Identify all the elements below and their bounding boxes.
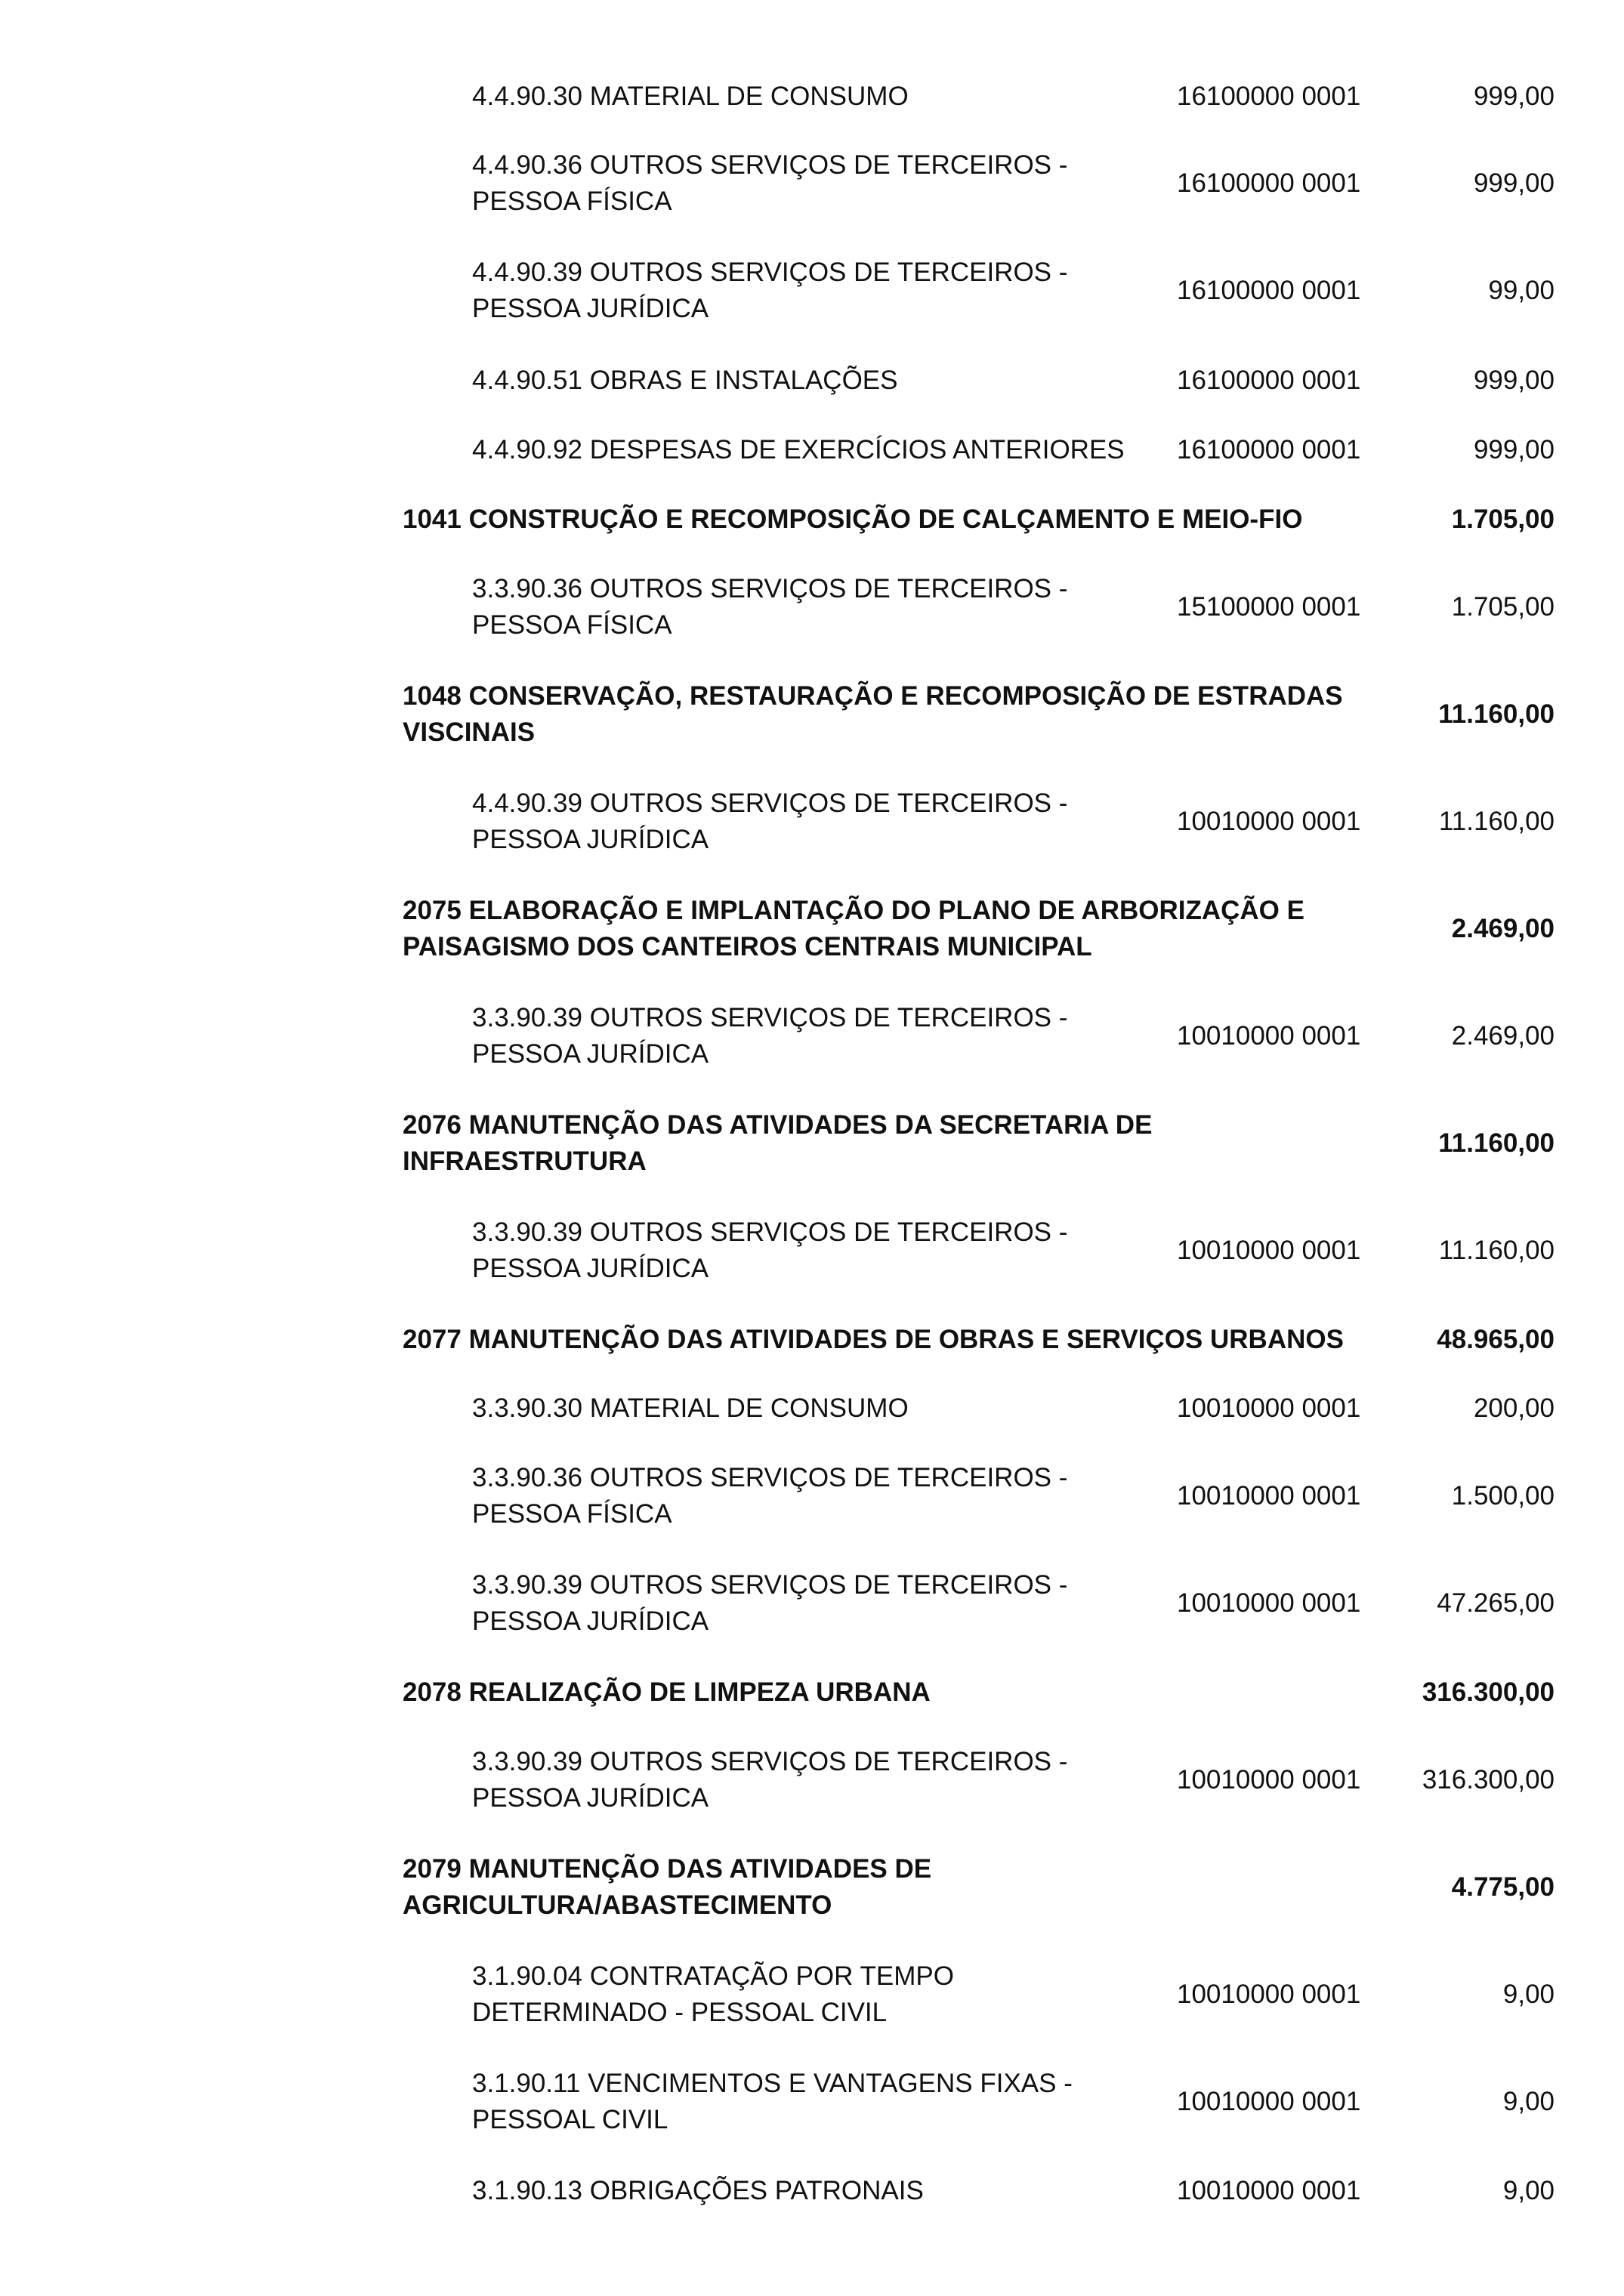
- expense-value: 99,00: [1488, 276, 1555, 305]
- expense-item-row: [0, 363, 1624, 399]
- expense-item-row: [0, 2066, 1624, 2138]
- action-total-value: 2.469,00: [1451, 914, 1555, 943]
- expense-description: 4.4.90.36 OUTROS SERVIÇOS DE TERCEIROS - PESSOA FÍSICA: [472, 150, 1068, 216]
- expense-value: 9,00: [1502, 1980, 1555, 2009]
- resource-code: 10010000 0001: [1177, 1765, 1361, 1795]
- expense-description: 3.3.90.39 OUTROS SERVIÇOS DE TERCEIROS - PESSOA JURÍDICA: [472, 1570, 1068, 1636]
- expense-description: 3.1.90.11 VENCIMENTOS E VANTAGENS FIXAS - PESSOAL CIVIL: [472, 2069, 1073, 2134]
- resource-code: 16100000 0001: [1177, 435, 1361, 464]
- resource-code: 10010000 0001: [1177, 2176, 1361, 2205]
- expense-item-row: [0, 147, 1624, 220]
- expense-item-row: [0, 1214, 1624, 1287]
- expense-description: 3.3.90.39 OUTROS SERVIÇOS DE TERCEIROS - PESSOA JURÍDICA: [472, 1747, 1068, 1813]
- action-title: 2077 MANUTENÇÃO DAS ATIVIDADES DE OBRAS E SERVIÇOS URBANOS: [403, 1325, 1344, 1354]
- expense-description: 4.4.90.51 OBRAS E INSTALAÇÕES: [472, 366, 898, 395]
- action-title: 2079 MANUTENÇÃO DAS ATIVIDADES DE AGRICULTURA/ABASTECIMENTO: [403, 1854, 932, 1920]
- expense-item-row: [0, 1460, 1624, 1532]
- expense-value: 11.160,00: [1438, 1236, 1555, 1265]
- resource-code: 10010000 0001: [1177, 807, 1361, 836]
- action-title: 2078 REALIZAÇÃO DE LIMPEZA URBANA: [403, 1677, 931, 1707]
- expense-item-row: [0, 1567, 1624, 1640]
- expense-description: 3.1.90.04 CONTRATAÇÃO POR TEMPO DETERMINADO - PESSOAL CIVIL: [472, 1961, 954, 2027]
- expense-value: 9,00: [1502, 2087, 1555, 2116]
- resource-code: 10010000 0001: [1177, 1588, 1361, 1618]
- action-total-value: 11.160,00: [1438, 699, 1555, 729]
- action-title: 2075 ELABORAÇÃO E IMPLANTAÇÃO DO PLANO DE ARBORIZAÇÃO E PAISAGISMO DOS CANTEIROS CENTRAIS MUNICIPAL: [403, 896, 1304, 961]
- resource-code: 16100000 0001: [1177, 276, 1361, 305]
- action-total-value: 4.775,00: [1451, 1872, 1555, 1902]
- action-group-row: [0, 1851, 1624, 1924]
- resource-code: 10010000 0001: [1177, 1236, 1361, 1265]
- expense-item-row: [0, 1958, 1624, 2031]
- action-group-row: [0, 893, 1624, 965]
- action-group-row: [0, 1107, 1624, 1180]
- expense-value: 999,00: [1473, 82, 1555, 111]
- resource-code: 10010000 0001: [1177, 1021, 1361, 1051]
- action-total-value: 316.300,00: [1422, 1677, 1555, 1707]
- resource-code: 10010000 0001: [1177, 1980, 1361, 2009]
- expense-description: 4.4.90.92 DESPESAS DE EXERCÍCIOS ANTERIORES: [472, 435, 1125, 464]
- expense-description: 3.3.90.39 OUTROS SERVIÇOS DE TERCEIROS - PESSOA JURÍDICA: [472, 1217, 1068, 1283]
- expense-item-row: [0, 785, 1624, 858]
- action-group-row: [0, 1322, 1624, 1358]
- expense-item-row: [0, 571, 1624, 643]
- expense-value: 316.300,00: [1422, 1765, 1555, 1795]
- expense-description: 4.4.90.39 OUTROS SERVIÇOS DE TERCEIROS - PESSOA JURÍDICA: [472, 258, 1068, 323]
- resource-code: 16100000 0001: [1177, 366, 1361, 395]
- action-group-row: [0, 1674, 1624, 1711]
- resource-code: 10010000 0001: [1177, 2087, 1361, 2116]
- expense-value: 2.469,00: [1451, 1021, 1555, 1051]
- action-title: 2076 MANUTENÇÃO DAS ATIVIDADES DA SECRETARIA DE INFRAESTRUTURA: [403, 1110, 1153, 1176]
- action-total-value: 48.965,00: [1437, 1325, 1555, 1354]
- expense-description: 3.3.90.30 MATERIAL DE CONSUMO: [472, 1393, 909, 1423]
- expense-value: 11.160,00: [1438, 807, 1555, 836]
- expense-value: 1.500,00: [1451, 1481, 1555, 1511]
- action-total-value: 1.705,00: [1451, 505, 1555, 534]
- resource-code: 16100000 0001: [1177, 82, 1361, 111]
- expense-item-row: [0, 432, 1624, 468]
- expense-item-row: [0, 79, 1624, 115]
- expense-value: 999,00: [1473, 435, 1555, 464]
- expense-value: 9,00: [1502, 2176, 1555, 2205]
- resource-code: 16100000 0001: [1177, 168, 1361, 198]
- expense-description: 4.4.90.30 MATERIAL DE CONSUMO: [472, 82, 909, 111]
- action-title: 1041 CONSTRUÇÃO E RECOMPOSIÇÃO DE CALÇAMENTO E MEIO-FIO: [403, 505, 1303, 534]
- expense-value: 47.265,00: [1437, 1588, 1555, 1618]
- expense-item-row: [0, 255, 1624, 327]
- action-group-row: [0, 678, 1624, 751]
- expense-item-row: [0, 1744, 1624, 1816]
- expense-value: 1.705,00: [1451, 592, 1555, 622]
- expense-item-row: [0, 2173, 1624, 2209]
- resource-code: 10010000 0001: [1177, 1393, 1361, 1423]
- expense-item-row: [0, 1000, 1624, 1072]
- action-total-value: 11.160,00: [1438, 1128, 1555, 1158]
- action-group-row: [0, 501, 1624, 538]
- expense-description: 3.1.90.13 OBRIGAÇÕES PATRONAIS: [472, 2176, 924, 2205]
- expense-value: 200,00: [1473, 1393, 1555, 1423]
- expense-value: 999,00: [1473, 168, 1555, 198]
- expense-item-row: [0, 1390, 1624, 1427]
- expense-description: 3.3.90.36 OUTROS SERVIÇOS DE TERCEIROS - PESSOA FÍSICA: [472, 1463, 1068, 1529]
- expense-description: 3.3.90.39 OUTROS SERVIÇOS DE TERCEIROS - PESSOA JURÍDICA: [472, 1003, 1068, 1069]
- action-title: 1048 CONSERVAÇÃO, RESTAURAÇÃO E RECOMPOSIÇÃO DE ESTRADAS VISCINAIS: [403, 681, 1343, 747]
- expense-value: 999,00: [1473, 366, 1555, 395]
- resource-code: 10010000 0001: [1177, 1481, 1361, 1511]
- expense-description: 4.4.90.39 OUTROS SERVIÇOS DE TERCEIROS - PESSOA JURÍDICA: [472, 788, 1068, 854]
- resource-code: 15100000 0001: [1177, 592, 1361, 622]
- expense-description: 3.3.90.36 OUTROS SERVIÇOS DE TERCEIROS - PESSOA FÍSICA: [472, 574, 1068, 640]
